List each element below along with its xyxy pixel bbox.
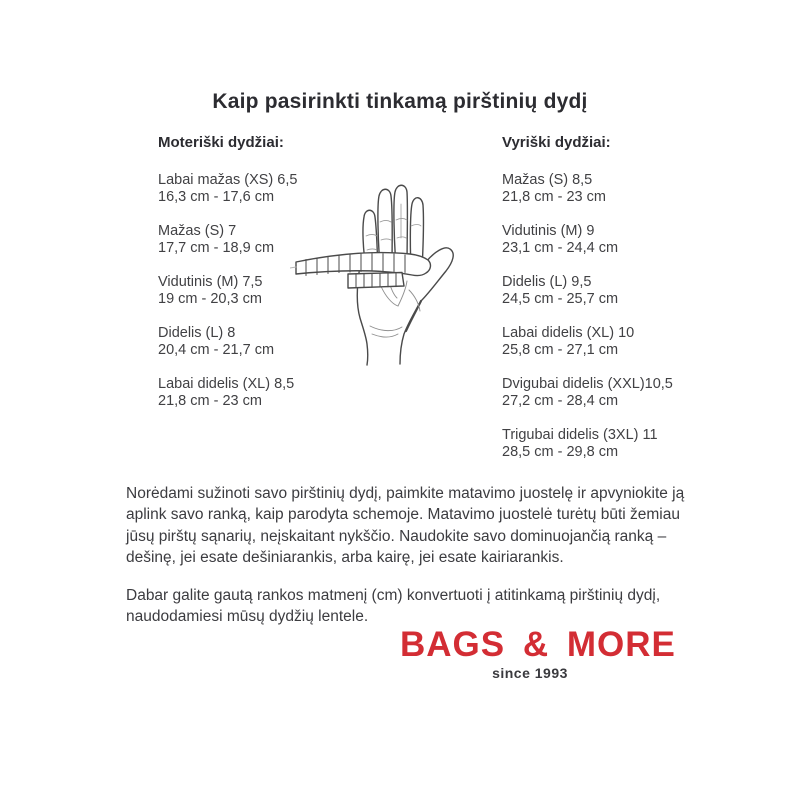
logo-name: BAGS & MORE xyxy=(400,625,676,664)
size-label: Didelis (L) 9,5 xyxy=(502,274,592,290)
brand-logo xyxy=(400,625,676,681)
size-range: 28,5 cm - 29,8 cm xyxy=(502,444,619,460)
size-label: Mažas (S) 8,5 xyxy=(502,172,593,188)
size-label: Labai didelis (XL) 8,5 xyxy=(158,376,295,392)
size-label: Labai mažas (XS) 6,5 xyxy=(158,172,298,188)
size-range: 21,8 cm - 23 cm xyxy=(158,393,262,409)
size-range: 24,5 cm - 25,7 cm xyxy=(502,291,619,307)
page-title: Kaip pasirinkti tinkamą pirštinių dydį xyxy=(212,90,588,113)
size-label: Vidutinis (M) 9 xyxy=(502,223,595,239)
men-sizes-column xyxy=(502,134,712,478)
size-item xyxy=(502,172,712,206)
instructions-paragraph-1: Norėdami sužinoti savo pirštinių dydį, paimkite matavimo juostelę ir apvyniokite ją aplink savo ranką, kaip parodyta schemoje. Matavimo juostelė turėtų būti žemiau jūsų pirštų sąnarių, neįskaitant nykščio. Naudokite savo dominuojančią ranką – dešinę, jei esate dešiniarankis, arba kairę, jei esate kairiarankis. xyxy=(126,485,685,566)
size-range: 19 cm - 20,3 cm xyxy=(158,291,262,307)
size-range: 20,4 cm - 21,7 cm xyxy=(158,342,275,358)
size-label: Trigubai didelis (3XL) 11 xyxy=(502,427,658,443)
size-range: 27,2 cm - 28,4 cm xyxy=(502,393,619,409)
logo-tagline: since 1993 xyxy=(492,665,568,681)
size-item xyxy=(158,376,343,410)
size-range: 25,8 cm - 27,1 cm xyxy=(502,342,619,358)
size-label: Dvigubai didelis (XXL)10,5 xyxy=(502,376,673,392)
size-range: 23,1 cm - 24,4 cm xyxy=(502,240,619,256)
size-label: Mažas (S) 7 xyxy=(158,223,237,239)
instructions-paragraph-2: Dabar galite gautą rankos matmenį (cm) konvertuoti į atitinkamą pirštinių dydį, naudodamiesi mūsų dydžių lentele. xyxy=(126,587,661,626)
size-label: Labai didelis (XL) 10 xyxy=(502,325,635,341)
size-item xyxy=(502,325,712,359)
size-item xyxy=(502,376,712,410)
size-range: 16,3 cm - 17,6 cm xyxy=(158,189,275,205)
size-item xyxy=(502,274,712,308)
hand-measuring-tape-icon xyxy=(290,176,460,376)
size-item xyxy=(502,223,712,257)
size-range: 17,7 cm - 18,9 cm xyxy=(158,240,275,256)
size-range: 21,8 cm - 23 cm xyxy=(502,189,606,205)
size-label: Vidutinis (M) 7,5 xyxy=(158,274,263,290)
women-sizes-heading: Moteriški dydžiai: xyxy=(158,134,284,151)
men-sizes-heading: Vyriški dydžiai: xyxy=(502,134,611,151)
size-item xyxy=(502,427,712,461)
size-label: Didelis (L) 8 xyxy=(158,325,236,341)
